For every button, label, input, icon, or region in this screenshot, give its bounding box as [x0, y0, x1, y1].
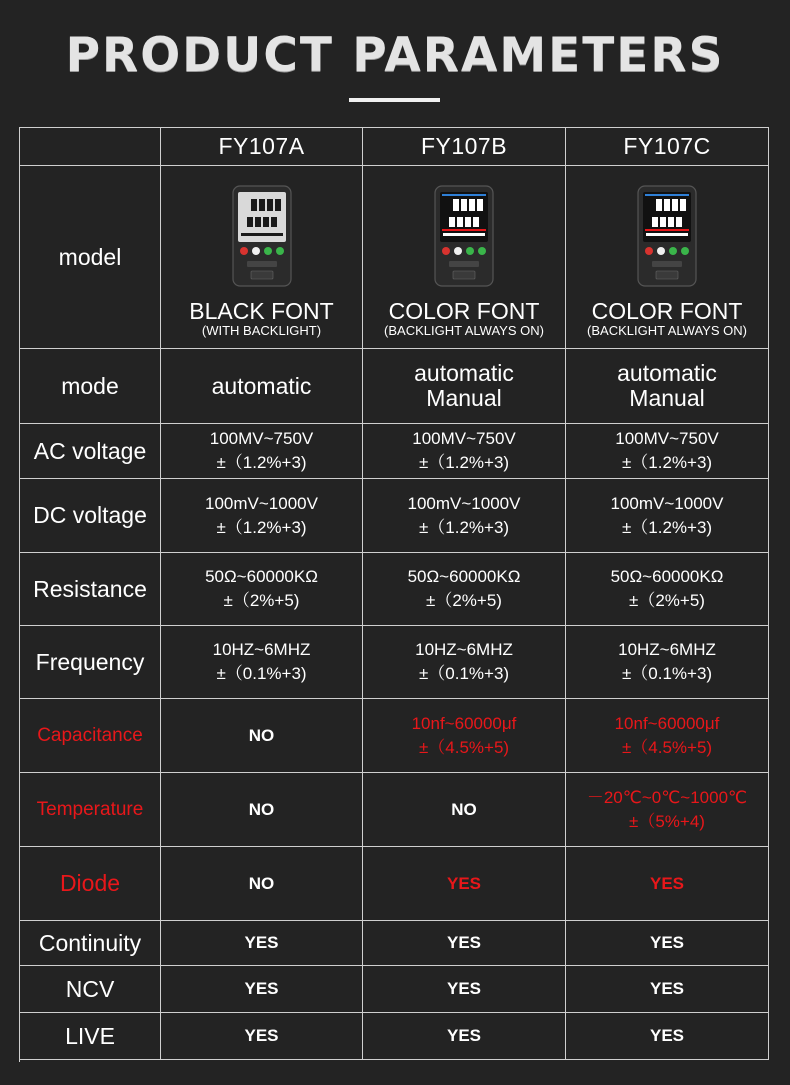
- screen-digit: [241, 233, 283, 236]
- device-jack: [251, 271, 273, 279]
- row-label-ac-voltage: AC voltage: [20, 424, 161, 479]
- spec-cell: NO: [363, 773, 566, 847]
- spec-cell: 100mV~1000V ±（1.2%+3): [566, 479, 769, 553]
- device-button: [681, 247, 689, 255]
- mode-cell: automatic Manual: [566, 349, 769, 424]
- font-note: (BACKLIGHT ALWAYS ON): [384, 322, 544, 338]
- font-type: COLOR FONT: [591, 297, 743, 324]
- model-cell-fy107a: [161, 166, 363, 349]
- row-label-live: LIVE: [20, 1013, 161, 1060]
- page-title: PRODUCT PARAMETERS: [65, 28, 725, 83]
- screen-digit: [473, 217, 479, 227]
- row-label-mode: mode: [20, 349, 161, 424]
- row-label-dc-voltage: DC voltage: [20, 479, 161, 553]
- row-label-continuity: Continuity: [20, 921, 161, 966]
- row-label-temperature: Temperature: [20, 773, 161, 847]
- header-corner: [20, 128, 161, 166]
- row-label-ncv: NCV: [20, 966, 161, 1013]
- screen-accent: [645, 194, 689, 196]
- screen-accent: [442, 229, 486, 231]
- spec-cell: YES: [363, 1013, 566, 1060]
- font-note: (BACKLIGHT ALWAYS ON): [587, 322, 747, 338]
- model-cell-fy107b: [363, 166, 566, 349]
- screen-digit: [461, 199, 467, 211]
- spec-cell: 50Ω~60000KΩ ±（2%+5): [566, 553, 769, 626]
- parameters-table: [19, 127, 769, 1062]
- screen-digit: [457, 217, 463, 227]
- spec-cell: 10nf~60000μf ±（4.5%+5): [363, 699, 566, 773]
- spec-cell: 10HZ~6MHZ ±（0.1%+3): [161, 626, 363, 699]
- column-header-fy107c: FY107C: [566, 128, 769, 166]
- mode-cell: automatic Manual: [363, 349, 566, 424]
- device-button: [478, 247, 486, 255]
- spec-cell: NO: [161, 847, 363, 921]
- multimeter-device-icon: [231, 185, 293, 287]
- spec-cell: －20℃~0℃~1000℃ ±（5%+4): [566, 773, 769, 847]
- device-label-plate: [247, 261, 277, 267]
- column-header-fy107b: FY107B: [363, 128, 566, 166]
- title-underline: [349, 98, 440, 102]
- screen-digit: [259, 199, 265, 211]
- screen-digit: [656, 199, 662, 211]
- screen-digit: [251, 199, 257, 211]
- device-button: [669, 247, 677, 255]
- spec-cell: YES: [363, 966, 566, 1013]
- mode-cell: automatic: [161, 349, 363, 424]
- spec-cell: 50Ω~60000KΩ ±（2%+5): [161, 553, 363, 626]
- spec-cell: 10HZ~6MHZ ±（0.1%+3): [566, 626, 769, 699]
- screen-digit: [672, 199, 678, 211]
- screen-digit: [652, 217, 658, 227]
- device-button: [657, 247, 665, 255]
- spec-cell: YES: [161, 1013, 363, 1060]
- device-jack: [656, 271, 678, 279]
- screen-digit: [443, 233, 485, 236]
- screen-digit: [453, 199, 459, 211]
- device-button: [276, 247, 284, 255]
- row-label-diode: Diode: [20, 847, 161, 921]
- screen-digit: [676, 217, 682, 227]
- font-note: (WITH BACKLIGHT): [201, 322, 322, 338]
- font-type: COLOR FONT: [388, 297, 540, 324]
- device-button: [240, 247, 248, 255]
- screen-digit: [271, 217, 277, 227]
- screen-accent: [645, 229, 689, 231]
- device-button: [466, 247, 474, 255]
- spec-cell: 100MV~750V ±（1.2%+3): [161, 424, 363, 479]
- screen-digit: [646, 233, 688, 236]
- row-label-capacitance: Capacitance: [20, 699, 161, 773]
- spec-cell: 100MV~750V ±（1.2%+3): [363, 424, 566, 479]
- spec-cell: YES: [363, 847, 566, 921]
- spec-cell: NO: [161, 773, 363, 847]
- device-button: [264, 247, 272, 255]
- spec-cell: YES: [566, 847, 769, 921]
- spec-cell: 10HZ~6MHZ ±（0.1%+3): [363, 626, 566, 699]
- spec-cell: YES: [363, 921, 566, 966]
- spec-cell: YES: [161, 921, 363, 966]
- screen-digit: [267, 199, 273, 211]
- model-cell-fy107c: [566, 166, 769, 349]
- spec-cell: 10nf~60000μf ±（4.5%+5): [566, 699, 769, 773]
- row-label-frequency: Frequency: [20, 626, 161, 699]
- screen-accent: [442, 194, 486, 196]
- device-label-plate: [652, 261, 682, 267]
- screen-digit: [664, 199, 670, 211]
- spec-cell: YES: [566, 966, 769, 1013]
- spec-cell: 100MV~750V ±（1.2%+3): [566, 424, 769, 479]
- device-jack: [453, 271, 475, 279]
- device-button: [252, 247, 260, 255]
- device-button: [442, 247, 450, 255]
- spec-cell: YES: [161, 966, 363, 1013]
- multimeter-device-icon: [433, 185, 495, 287]
- row-label-resistance: Resistance: [20, 553, 161, 626]
- device-label-plate: [449, 261, 479, 267]
- screen-digit: [263, 217, 269, 227]
- screen-digit: [449, 217, 455, 227]
- spec-cell: 50Ω~60000KΩ ±（2%+5): [363, 553, 566, 626]
- device-button: [454, 247, 462, 255]
- row-label-model: model: [20, 166, 161, 349]
- screen-digit: [247, 217, 253, 227]
- screen-digit: [275, 199, 281, 211]
- multimeter-device-icon: [636, 185, 698, 287]
- spec-cell: YES: [566, 1013, 769, 1060]
- spec-cell: YES: [566, 921, 769, 966]
- screen-digit: [255, 217, 261, 227]
- device-button: [645, 247, 653, 255]
- screen-digit: [660, 217, 666, 227]
- screen-digit: [668, 217, 674, 227]
- spec-cell: 100mV~1000V ±（1.2%+3): [161, 479, 363, 553]
- spec-cell: 100mV~1000V ±（1.2%+3): [363, 479, 566, 553]
- column-header-fy107a: FY107A: [161, 128, 363, 166]
- screen-digit: [680, 199, 686, 211]
- screen-digit: [469, 199, 475, 211]
- font-type: BLACK FONT: [189, 297, 334, 324]
- spec-cell: NO: [161, 699, 363, 773]
- screen-digit: [477, 199, 483, 211]
- screen-digit: [465, 217, 471, 227]
